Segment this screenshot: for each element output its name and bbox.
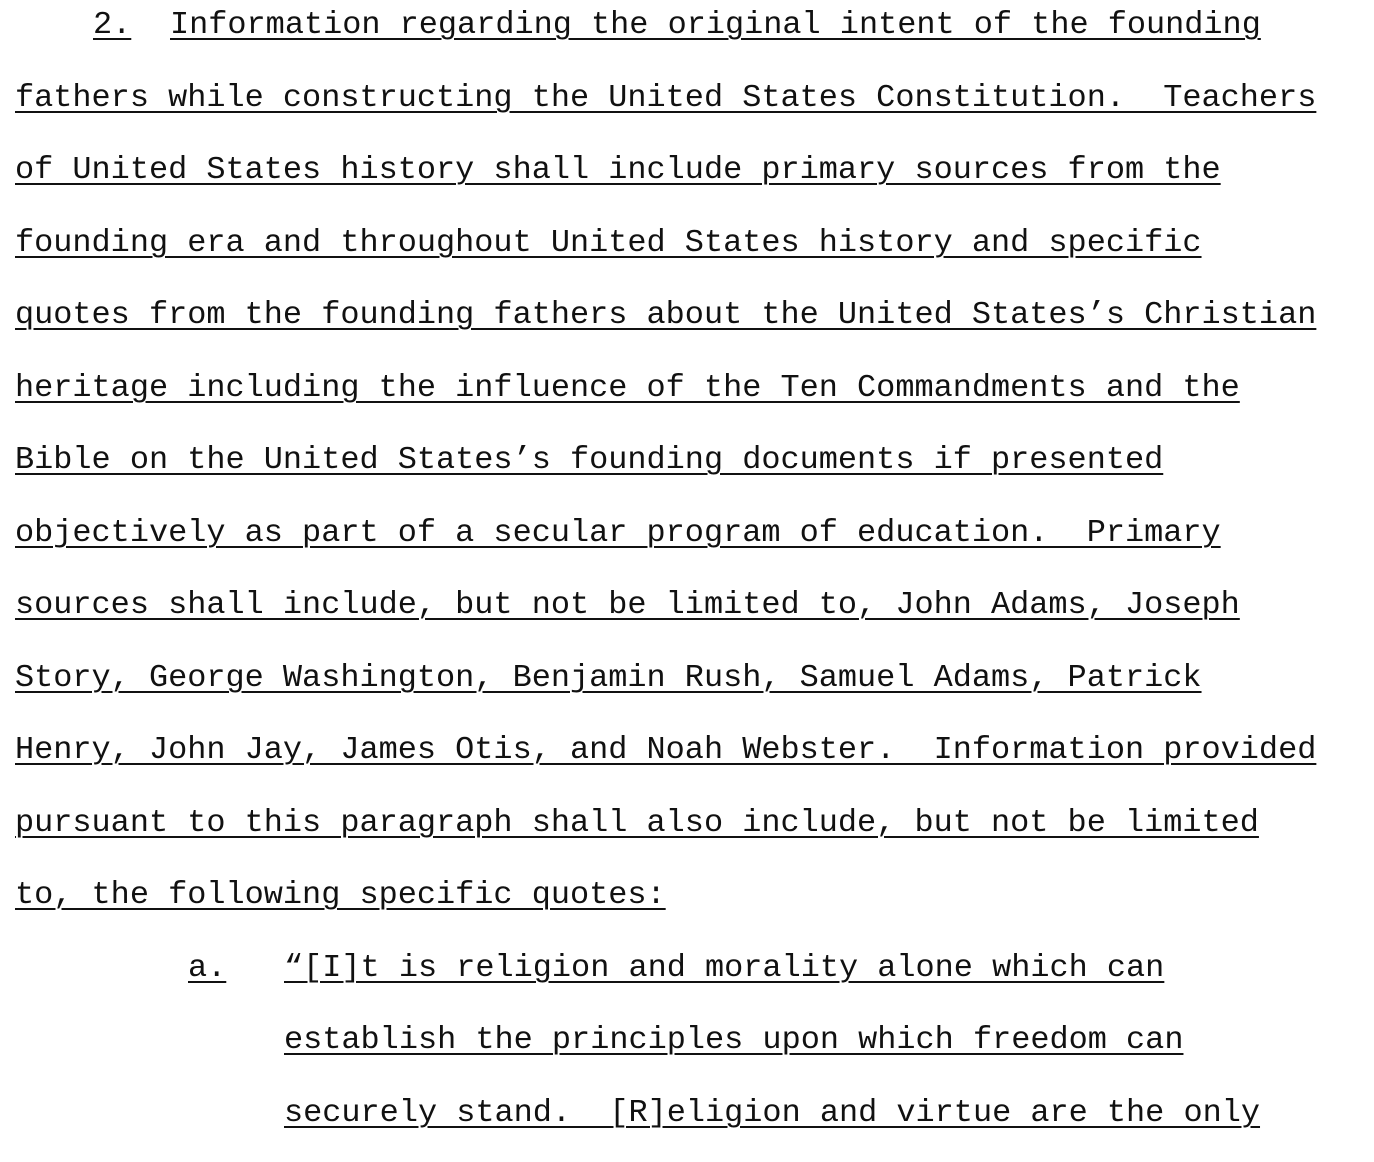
- paragraph-line-10: Story, George Washington, Benjamin Rush, Samuel Adams, Patrick: [15, 659, 1202, 696]
- subparagraph-line-1: “[I]t is religion and morality alone which can: [284, 949, 1165, 986]
- paragraph-line-5: quotes from the founding fathers about the United States’s Christian: [15, 296, 1317, 333]
- paragraph-line-4: founding era and throughout United States history and specific: [15, 224, 1202, 261]
- paragraph-number: 2.: [93, 6, 132, 43]
- paragraph-line-7: Bible on the United States’s founding documents if presented: [15, 441, 1164, 478]
- subparagraph-line-2: establish the principles upon which freedom can: [284, 1021, 1184, 1058]
- paragraph-line-8: objectively as part of a secular program of education. Primary: [15, 514, 1221, 551]
- paragraph-line-1: Information regarding the original intent of the founding: [170, 6, 1261, 43]
- paragraph-line-12: pursuant to this paragraph shall also include, but not be limited: [15, 804, 1259, 841]
- paragraph-line-6: heritage including the influence of the Ten Commandments and the: [15, 369, 1240, 406]
- subparagraph-line-3: securely stand. [R]eligion and virtue are the only: [284, 1094, 1261, 1131]
- paragraph-line-9: sources shall include, but not be limited to, John Adams, Joseph: [15, 586, 1240, 623]
- paragraph-line-2: fathers while constructing the United States Constitution. Teachers: [15, 79, 1317, 116]
- paragraph-line-13: to, the following specific quotes:: [15, 876, 666, 913]
- subparagraph-label: a.: [188, 949, 227, 986]
- paragraph-line-3: of United States history shall include primary sources from the: [15, 151, 1221, 188]
- paragraph-line-11: Henry, John Jay, James Otis, and Noah Webster. Information provided: [15, 731, 1317, 768]
